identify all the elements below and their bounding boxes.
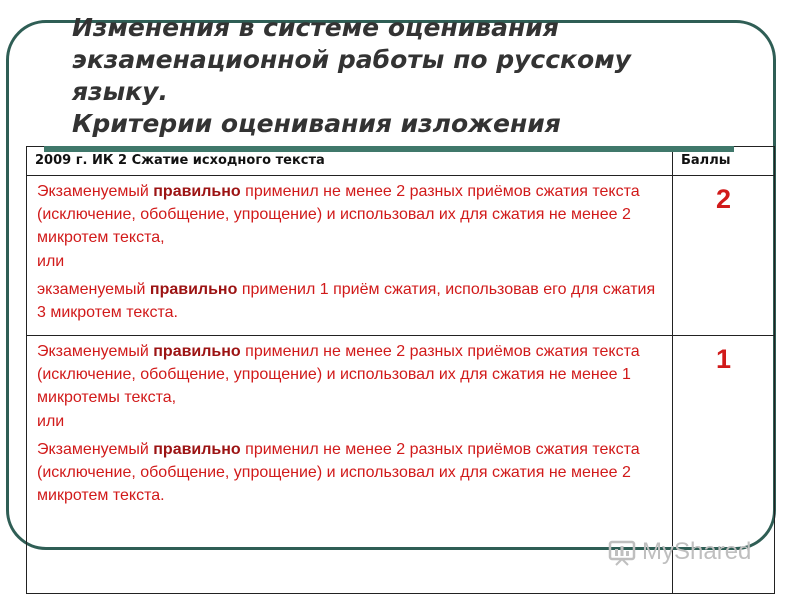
- criterion-cell: [27, 336, 673, 594]
- criteria-table: [26, 146, 775, 594]
- criterion-part: экзаменуемый правильно применил 1 приём сжатия, использовав его для сжатия 3 микротем текста.: [37, 281, 656, 321]
- or-separator: или: [37, 413, 65, 430]
- header-criterion: 2009 г. ИК 2 Сжатие исходного текста: [35, 153, 325, 168]
- emphasis-correctly: правильно: [149, 281, 238, 298]
- myshared-logo-icon: [608, 538, 636, 566]
- title-line: экзаменационной работы по русскому: [72, 45, 631, 74]
- criterion-text: [27, 336, 672, 507]
- emphasis-correctly: правильно: [153, 441, 241, 458]
- emphasis-correctly: правильно: [153, 343, 241, 360]
- slide-title: [72, 12, 732, 140]
- table-row: [27, 176, 775, 336]
- or-separator: или: [37, 253, 65, 270]
- score-value: 2: [715, 184, 732, 214]
- criterion-cell: [27, 176, 673, 336]
- header-score: Баллы: [681, 153, 731, 168]
- title-underline: [44, 146, 734, 152]
- criterion-part: Экзаменуемый правильно применил не менее 2 разных приёмов сжатия текста (исключение, обобщение, упрощение) и использовал их для сжатия не менее 2 микротем текста.: [37, 441, 640, 504]
- title-line: Изменения в системе оценивания: [72, 13, 559, 42]
- criterion-text: [27, 176, 672, 324]
- watermark: [608, 536, 751, 568]
- title-line: Критерии оценивания изложения: [72, 109, 561, 138]
- criterion-part: Экзаменуемый правильно применил не менее 2 разных приёмов сжатия текста (исключение, обобщение, упрощение) и использовал их для сжатия не менее 1 микротемы текста,: [37, 343, 640, 406]
- score-value: 1: [715, 344, 732, 374]
- criterion-part: Экзаменуемый правильно применил не менее 2 разных приёмов сжатия текста (исключение, обобщение, упрощение) и использовал их для сжатия не менее 2 микротем текста,: [37, 183, 640, 246]
- score-cell: [673, 176, 775, 336]
- emphasis-correctly: правильно: [153, 183, 241, 200]
- title-line: языку.: [72, 77, 168, 106]
- watermark-text: MyShared: [642, 538, 752, 565]
